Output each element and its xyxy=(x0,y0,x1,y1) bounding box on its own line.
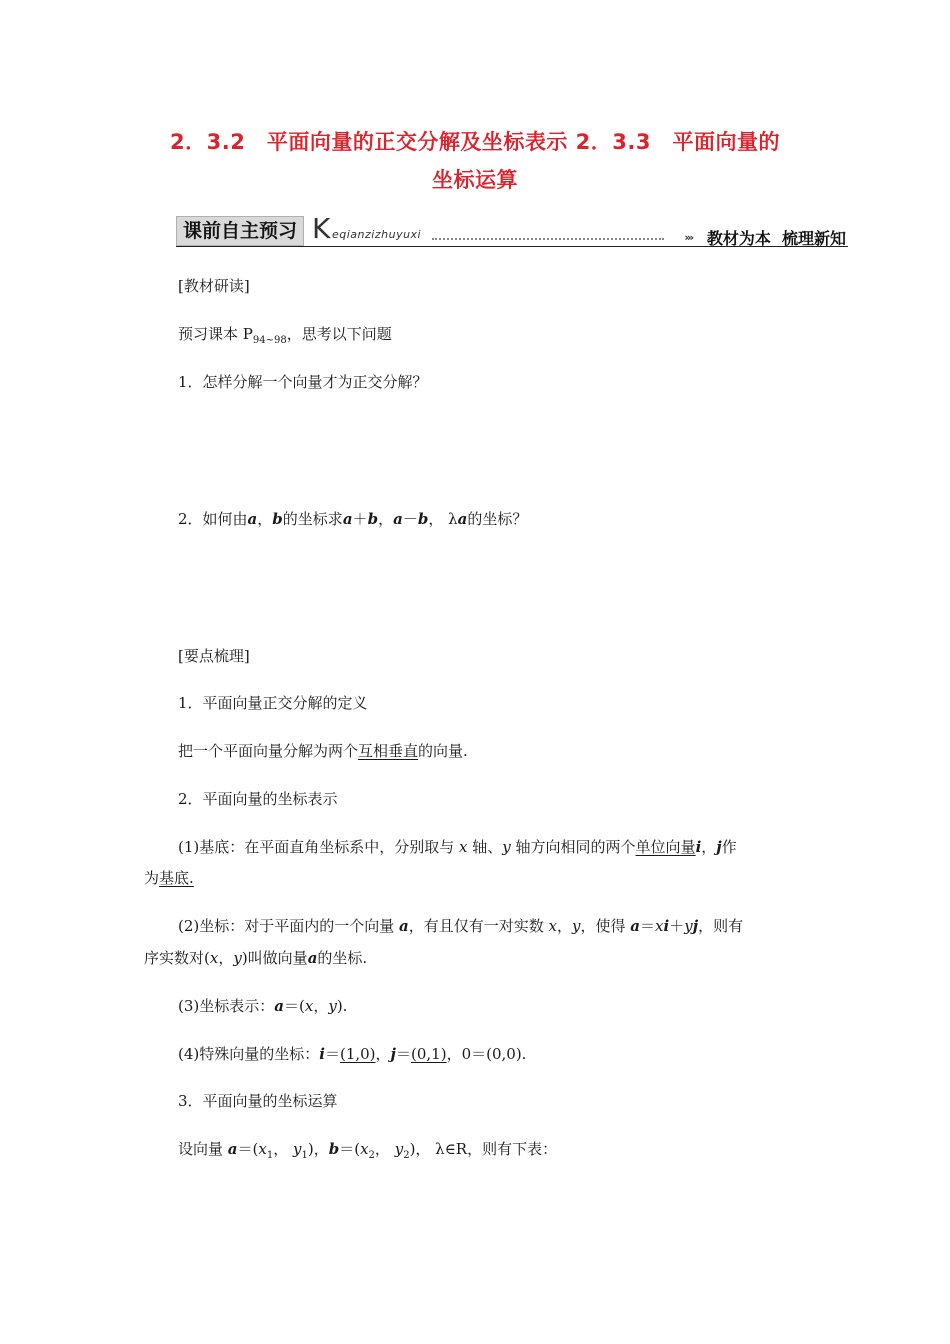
vec-i: i xyxy=(319,1045,325,1063)
p21-text: 为 xyxy=(144,869,160,887)
vec-a: a xyxy=(227,1140,238,1158)
vec-i: i xyxy=(663,917,670,935)
subscript: 2 xyxy=(368,1150,375,1161)
p3-text: ＝( xyxy=(237,1140,259,1158)
p3-text: ＝( xyxy=(339,1140,361,1158)
p3-comma: ， xyxy=(374,1140,395,1158)
subscript: 1 xyxy=(266,1150,274,1161)
p24-comma: ， xyxy=(375,1045,391,1063)
var-y: y xyxy=(328,997,337,1015)
intro-text: 预习课本 P xyxy=(178,325,253,343)
vec-a: a xyxy=(247,510,258,528)
p22-comma: ， xyxy=(218,949,234,967)
intro-text-tail: ，思考以下问题 xyxy=(286,325,392,343)
var-y: y xyxy=(293,1140,302,1158)
var-x: x xyxy=(360,1140,369,1158)
point-3-text xyxy=(178,1139,557,1166)
vec-a: a xyxy=(457,510,468,528)
point-1-text xyxy=(178,741,468,761)
point-2-3 xyxy=(178,996,347,1016)
equals: ＝ xyxy=(640,917,656,935)
subscript: 1 xyxy=(301,1150,308,1161)
var-x: x xyxy=(258,1140,267,1158)
p22-text: ，有且仅有一对实数 xyxy=(408,917,549,935)
p22-text: 序实数对( xyxy=(144,949,210,967)
equals: ＝ xyxy=(395,1045,411,1063)
p24-text: ，0＝(0,0). xyxy=(446,1045,527,1063)
banner-pinyin: eqianzizhuyuxi xyxy=(332,228,422,241)
p24-answer-i: (1,0) xyxy=(339,1045,376,1063)
question-1: 1．怎样分解一个向量才为正交分解？ xyxy=(178,373,428,391)
p24-answer-j: (0,1) xyxy=(411,1045,447,1063)
p21-text: 轴方向相同的两个 xyxy=(510,838,636,856)
var-x: x xyxy=(304,997,314,1015)
q2-text: 2．如何由 xyxy=(178,510,248,528)
vec-b: b xyxy=(417,510,429,528)
point-1-heading: 1．平面向量正交分解的定义 xyxy=(178,694,368,712)
p22-text: ，则有 xyxy=(698,917,744,935)
vec-i: i xyxy=(695,838,702,856)
p1-answer: 互相垂直 xyxy=(358,742,419,760)
p22-text: (2)坐标：对于平面内的一个向量 xyxy=(178,917,400,935)
vec-a: a xyxy=(307,949,318,967)
point-3-heading: 3．平面向量的坐标运算 xyxy=(178,1092,338,1110)
section-banner xyxy=(176,214,848,248)
triple-chevron-icon: ››› xyxy=(684,231,692,244)
p3-text: )， xyxy=(307,1140,329,1158)
var-x: x xyxy=(459,838,468,856)
vec-a: a xyxy=(393,510,403,528)
vec-b: b xyxy=(272,510,283,528)
p23-text: ). xyxy=(336,997,348,1015)
vec-a: a xyxy=(399,917,409,935)
banner-letter: K xyxy=(312,212,331,245)
p22-text: ，使得 xyxy=(580,917,631,935)
banner-dotted-line xyxy=(432,238,664,240)
var-x: x xyxy=(655,917,664,935)
page-title-line1: 2．3.2 平面向量的正交分解及坐标表示 2．3.3 平面向量的 xyxy=(170,130,780,154)
p1-text-tail: 的向量. xyxy=(418,742,468,760)
minus-sign: － xyxy=(402,510,418,528)
var-x: x xyxy=(548,917,558,935)
point-2-heading: 2．平面向量的坐标表示 xyxy=(178,790,338,808)
p3-comma: ， xyxy=(273,1140,293,1158)
q2-text: 的坐标求 xyxy=(282,510,343,528)
page-title-line2: 坐标运算 xyxy=(432,168,518,192)
q2-comma: ， xyxy=(257,510,273,528)
points-header: [要点梳理] xyxy=(178,647,250,665)
plus-sign: ＋ xyxy=(352,510,368,528)
p21-answer: 单位向量 xyxy=(635,838,696,856)
var-y: y xyxy=(233,949,242,967)
vec-a: a xyxy=(274,997,284,1015)
p3-text: )， λ∈R，则有下表： xyxy=(409,1140,558,1158)
p21-text: (1)基底：在平面直角坐标系中，分别取与 xyxy=(178,838,460,856)
subscript: 2 xyxy=(403,1150,410,1161)
var-x: x xyxy=(209,949,219,967)
banner-slogan: 教材为本 梳理新知 xyxy=(706,229,846,248)
vec-a: a xyxy=(630,917,641,935)
p1-text: 把一个平面向量分解为两个 xyxy=(178,742,359,760)
q2-text: 的坐标？ xyxy=(467,510,528,528)
p22-text: )叫做向量 xyxy=(241,949,308,967)
banner-rule xyxy=(176,246,848,247)
reading-header: [教材研读] xyxy=(178,277,250,295)
p22-comma: ， xyxy=(557,917,573,935)
vec-j: j xyxy=(716,838,722,856)
q2-comma: ， xyxy=(378,510,394,528)
equals: ＝ xyxy=(324,1045,340,1063)
lambda: ， λ xyxy=(428,510,458,528)
vec-j: j xyxy=(390,1045,396,1063)
vec-j: j xyxy=(692,917,699,935)
var-y: y xyxy=(502,838,511,856)
point-2-2-line1 xyxy=(178,916,743,936)
p21-answer: 基底. xyxy=(159,869,194,887)
point-2-2-line2 xyxy=(144,948,367,968)
reading-intro xyxy=(178,324,392,351)
plus-sign: ＋ xyxy=(669,917,685,935)
point-2-1-line1 xyxy=(178,837,737,857)
var-y: y xyxy=(394,1140,404,1158)
vec-b: b xyxy=(367,510,379,528)
banner-tag: 课前自主预习 xyxy=(176,216,304,246)
p23-text: ＝( xyxy=(283,997,305,1015)
p24-text: (4)特殊向量的坐标： xyxy=(178,1045,320,1063)
p23-comma: ， xyxy=(313,997,329,1015)
p21-comma: ， xyxy=(701,838,717,856)
point-2-4 xyxy=(178,1044,526,1064)
p21-text: 作 xyxy=(721,838,737,856)
vec-a: a xyxy=(342,510,353,528)
p23-text: (3)坐标表示： xyxy=(178,997,275,1015)
vec-b: b xyxy=(328,1140,340,1158)
point-2-1-line2 xyxy=(144,868,194,888)
var-y: y xyxy=(684,917,693,935)
question-2 xyxy=(178,509,527,529)
var-y: y xyxy=(572,917,581,935)
p21-text: 轴、 xyxy=(467,838,503,856)
page-range: 94~98 xyxy=(252,335,287,346)
p3-text: 设向量 xyxy=(178,1140,228,1158)
p22-text: 的坐标. xyxy=(317,949,368,967)
